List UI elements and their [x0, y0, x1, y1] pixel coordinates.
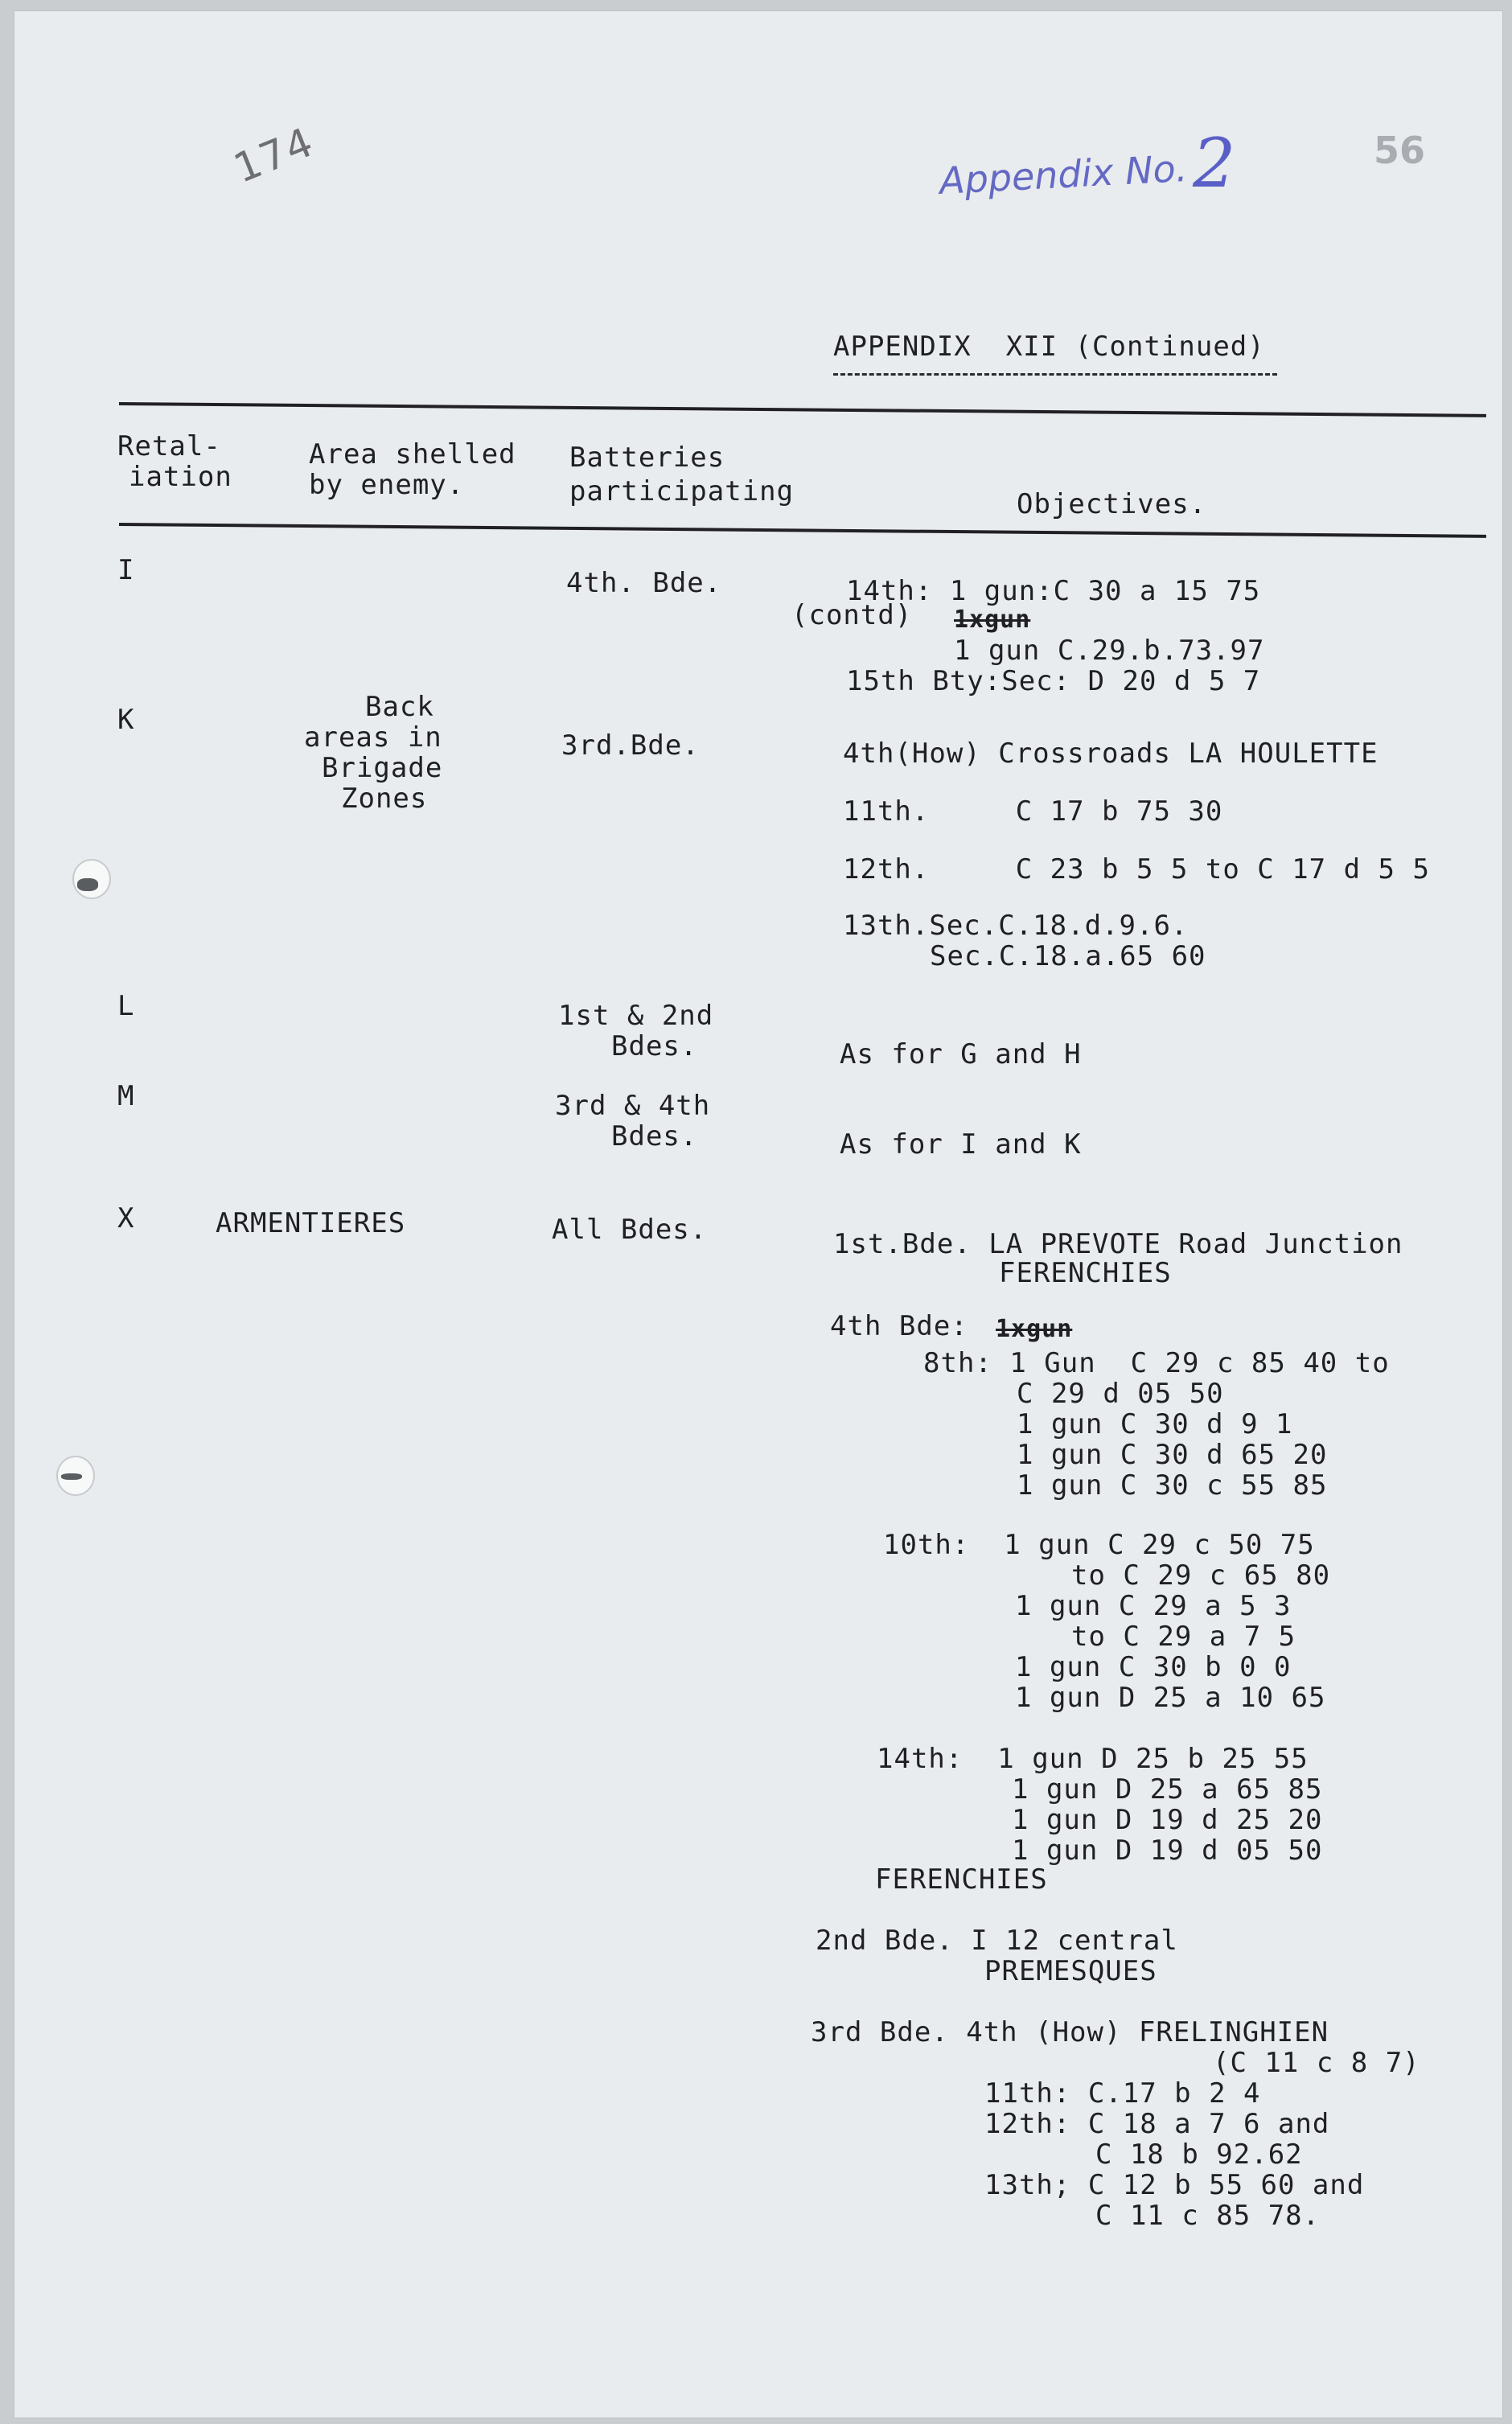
row-X-8th-4: 1 gun C 30 d 65 20	[1017, 1439, 1328, 1471]
row-L-batteries-1: 1st & 2nd	[558, 1000, 714, 1032]
col-header-retaliation-1: Retal-	[117, 430, 221, 462]
col-header-objectives: Objectives.	[1017, 488, 1207, 520]
col-header-retaliation-2: iation	[129, 461, 232, 493]
table-top-rule	[119, 402, 1486, 417]
row-X-14th-3: 1 gun D 19 d 25 20	[1012, 1804, 1323, 1836]
row-X-first-bde-2: FERENCHIES	[999, 1257, 1172, 1289]
row-M-letter: M	[117, 1080, 135, 1112]
row-X-second-bde-2: PREMESQUES	[984, 1955, 1157, 1987]
punch-hole-bottom	[56, 1456, 95, 1496]
row-X-8th-3: 1 gun C 30 d 9 1	[1017, 1408, 1293, 1440]
row-X-10th-5: 1 gun C 30 b 0 0	[1015, 1651, 1292, 1683]
row-X-14th-1: 14th: 1 gun D 25 b 25 55	[877, 1743, 1309, 1775]
row-X-ferenchies: FERENCHIES	[875, 1863, 1048, 1896]
row-X-third-bde-3: 11th: C.17 b 2 4	[984, 2077, 1261, 2110]
row-M-batteries-1: 3rd & 4th	[555, 1090, 711, 1122]
page-number: 56	[1374, 129, 1426, 172]
row-K-objective-2: 11th. C 17 b 75 30	[843, 795, 1223, 828]
row-X-third-bde-5: C 18 b 92.62	[1095, 2138, 1303, 2171]
row-K-area-2: areas in	[304, 721, 442, 754]
row-K-area-3: Brigade	[322, 752, 443, 784]
row-X-10th-1: 10th: 1 gun C 29 c 50 75	[883, 1529, 1315, 1561]
col-header-area-1: Area shelled	[309, 438, 516, 470]
row-X-8th-2: C 29 d 05 50	[1017, 1378, 1224, 1410]
row-X-8th-5: 1 gun C 30 c 55 85	[1017, 1469, 1328, 1502]
row-X-second-bde-1: 2nd Bde. I 12 central	[816, 1925, 1178, 1957]
row-K-batteries: 3rd.Bde.	[561, 729, 700, 762]
heading-underline	[833, 373, 1277, 376]
row-X-third-bde-6: 13th; C 12 b 55 60 and	[984, 2169, 1365, 2201]
col-header-batteries-2: participating	[569, 475, 795, 507]
col-header-area-2: by enemy.	[309, 469, 465, 501]
row-K-area-1: Back	[365, 691, 434, 723]
pencil-folio-number: 174	[227, 118, 321, 192]
table-header-rule	[119, 523, 1486, 538]
row-L-letter: L	[117, 990, 135, 1022]
row-I-objective-3: 15th Bty:Sec: D 20 d 5 7	[846, 665, 1261, 697]
row-X-third-bde-7: C 11 c 85 78.	[1095, 2200, 1321, 2232]
row-X-10th-2: to C 29 c 65 80	[1071, 1559, 1331, 1592]
row-I-struck-text: 1xgun	[954, 606, 1031, 634]
appendix-heading: APPENDIX XII (Continued)	[833, 331, 1265, 363]
row-X-third-bde-2: (C 11 c 8 7)	[1213, 2047, 1420, 2079]
appendix-number-handwritten: 2	[1193, 124, 1236, 203]
row-M-batteries-2: Bdes.	[611, 1120, 698, 1152]
row-I-batteries: 4th. Bde.	[566, 567, 722, 599]
row-X-14th-4: 1 gun D 19 d 05 50	[1012, 1834, 1323, 1867]
row-X-batteries: All Bdes.	[552, 1214, 708, 1246]
row-I-contd: (contd)	[791, 599, 913, 631]
row-X-area: ARMENTIERES	[216, 1207, 406, 1239]
row-X-8th-1: 8th: 1 Gun C 29 c 85 40 to	[923, 1347, 1390, 1379]
row-M-objective: As for I and K	[840, 1128, 1082, 1161]
row-K-area-4: Zones	[341, 783, 428, 815]
document-page	[14, 11, 1502, 2418]
row-I-letter: I	[117, 554, 135, 586]
row-X-14th-2: 1 gun D 25 a 65 85	[1012, 1773, 1323, 1806]
row-X-fourth-struck: 1xgun	[996, 1315, 1073, 1343]
row-K-objective-4: 13th.Sec.C.18.d.9.6.	[843, 910, 1189, 942]
col-header-batteries-1: Batteries	[569, 442, 725, 474]
row-X-third-bde-4: 12th: C 18 a 7 6 and	[984, 2108, 1330, 2140]
row-L-objective: As for G and H	[840, 1038, 1082, 1070]
punch-hole-top	[72, 859, 111, 899]
row-K-objective-5: Sec.C.18.a.65 60	[930, 940, 1206, 972]
row-K-objective-1: 4th(How) Crossroads LA HOULETTE	[843, 737, 1378, 770]
row-X-third-bde-1: 3rd Bde. 4th (How) FRELINGHIEN	[811, 2016, 1329, 2048]
row-X-10th-4: to C 29 a 7 5	[1071, 1621, 1296, 1653]
row-I-objective-1: 14th: 1 gun:C 30 a 15 75	[846, 575, 1261, 607]
row-K-objective-3: 12th. C 23 b 5 5 to C 17 d 5 5	[843, 853, 1430, 885]
row-L-batteries-2: Bdes.	[611, 1030, 698, 1062]
row-K-letter: K	[117, 704, 135, 736]
row-I-objective-2: 1 gun C.29.b.73.97	[954, 635, 1265, 667]
appendix-stamp: Appendix No.	[938, 146, 1189, 203]
row-X-10th-6: 1 gun D 25 a 10 65	[1015, 1682, 1326, 1714]
row-X-fourth-bde: 4th Bde:	[830, 1310, 968, 1342]
row-X-letter: X	[117, 1202, 135, 1235]
row-X-10th-3: 1 gun C 29 a 5 3	[1015, 1590, 1292, 1622]
row-X-first-bde-1: 1st.Bde. LA PREVOTE Road Junction	[833, 1228, 1403, 1260]
